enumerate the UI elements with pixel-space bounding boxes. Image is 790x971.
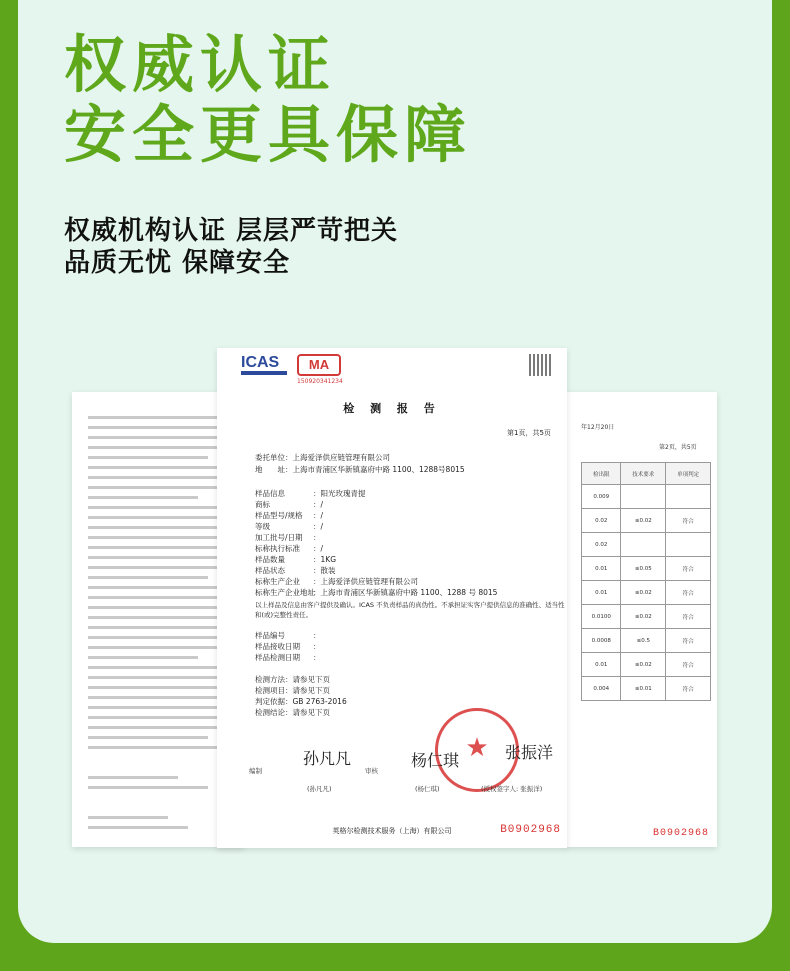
table-cell: ≤0.02 [621, 509, 666, 533]
field-label: 标称生产企业地址 [255, 588, 315, 597]
text-line [88, 516, 228, 519]
table-row [582, 629, 711, 653]
table-row [582, 533, 711, 557]
test-label: 检测方法： [255, 675, 293, 684]
text-line [88, 466, 238, 469]
reviewed-by-label: 审核 [365, 767, 378, 775]
table-cell: 0.0100 [582, 605, 621, 629]
icas-logo-underline [241, 371, 287, 375]
headline-line-2: 安全更具保障 [64, 98, 473, 171]
right-doc-page: 第2页，共5页 [659, 444, 697, 451]
field-value: ：/ [313, 511, 324, 520]
official-seal-stamp: ★ [435, 708, 519, 792]
table-cell: 符合 [666, 653, 711, 677]
text-line [88, 616, 218, 619]
date-label: 样品接收日期 [255, 642, 300, 651]
text-line [88, 476, 228, 479]
address-label: 地 址： [255, 465, 293, 474]
table-cell: 0.01 [582, 557, 621, 581]
table-cell [621, 485, 666, 509]
subheadline-line-2: 品质无忧 保障安全 [64, 248, 291, 278]
table-row [582, 605, 711, 629]
text-line [88, 506, 238, 509]
text-line [88, 646, 238, 649]
field-value: ：上海市青浦区华新镇嘉府中路 1100、1288 号 8015 [313, 588, 498, 597]
field-row [255, 554, 336, 565]
table-cell: 0.02 [582, 533, 621, 557]
field-row [255, 510, 323, 521]
page-info: 第1页，共5页 [507, 429, 551, 437]
table-cell: 符合 [666, 557, 711, 581]
field-label: 标称执行标准 [255, 544, 300, 553]
field-row [255, 587, 497, 598]
test-value: 请参见下页 [292, 686, 330, 695]
test-row [255, 685, 330, 696]
text-line [88, 436, 218, 439]
text-line [88, 746, 238, 749]
text-line [88, 526, 238, 529]
test-row [255, 696, 347, 707]
table-cell: 符合 [666, 581, 711, 605]
test-value: 请参见下页 [292, 708, 330, 717]
text-line [88, 666, 238, 669]
text-line [88, 636, 228, 639]
text-line [88, 716, 228, 719]
table-row [582, 581, 711, 605]
text-line [88, 566, 238, 569]
disclaimer: 以上样品及信息由客户提供及确认。ICAS 不负责样品的真伪性。不承担证实客户提供信息的准确性、适当性 [255, 601, 565, 609]
text-line [88, 556, 228, 559]
text-line [88, 596, 228, 599]
table-cell [621, 533, 666, 557]
date-row [255, 630, 321, 641]
text-line [88, 606, 238, 609]
field-label: 样品型号/规格 [255, 511, 303, 520]
date-label: 样品编号 [255, 631, 285, 640]
text-line [88, 456, 208, 459]
ma-logo: MA [297, 354, 341, 376]
date-value: ： [313, 642, 321, 651]
report-title: 检 测 报 告 [343, 402, 441, 415]
field-row [255, 565, 336, 576]
text-line [88, 576, 208, 579]
table-cell: 0.0008 [582, 629, 621, 653]
table-row [582, 509, 711, 533]
field-row [255, 499, 323, 510]
text-line [88, 706, 238, 709]
results-table-header [582, 463, 711, 485]
field-label: 标称生产企业 [255, 577, 300, 586]
field-label: 加工批号/日期 [255, 533, 303, 542]
field-label: 样品信息 [255, 489, 285, 498]
client-label: 委托单位： [255, 453, 293, 462]
date-row [255, 641, 321, 652]
address-value: 上海市青浦区华新镇嘉府中路 1100、1288号8015 [292, 465, 465, 474]
test-value: 请参见下页 [292, 675, 330, 684]
results-col-header: 检出限 [582, 463, 621, 485]
background-card [18, 0, 772, 943]
table-cell: 0.004 [582, 677, 621, 701]
client-row [255, 452, 390, 463]
approver-name: (授权签字人: 张振洋) [481, 785, 543, 793]
table-row [582, 653, 711, 677]
test-row [255, 674, 330, 685]
right-doc-serial: B0902968 [652, 828, 709, 839]
disclaimer-cont: 和(或)完整性责任。 [255, 611, 313, 619]
table-cell: 0.009 [582, 485, 621, 509]
field-value: ：/ [313, 544, 324, 553]
table-cell: ≤0.01 [621, 677, 666, 701]
preparer-name: (孙凡凡) [307, 785, 332, 793]
test-value: GB 2763-2016 [292, 697, 347, 706]
table-cell: 0.01 [582, 653, 621, 677]
text-line [88, 426, 238, 429]
field-value: ：上海爱泽供应链管理有限公司 [313, 577, 418, 586]
table-cell: ≤0.05 [621, 557, 666, 581]
right-results-document [565, 392, 717, 847]
field-row [255, 532, 321, 543]
text-line [88, 536, 218, 539]
table-cell: 0.01 [582, 581, 621, 605]
text-line [88, 626, 238, 629]
table-cell: 符合 [666, 605, 711, 629]
test-label: 判定依据： [255, 697, 293, 706]
text-line [88, 826, 188, 829]
text-line [88, 776, 178, 779]
table-cell [666, 533, 711, 557]
table-cell: ≤0.02 [621, 653, 666, 677]
table-cell: ≤0.02 [621, 581, 666, 605]
subheadline-line-1: 权威机构认证 层层严苛把关 [64, 216, 399, 246]
field-row [255, 543, 323, 554]
text-line [88, 676, 228, 679]
headline-line-1: 权威认证 [64, 28, 337, 101]
table-cell: 0.02 [582, 509, 621, 533]
field-value: ：1KG [313, 555, 337, 564]
signature-reviewer: 杨仁琪 [411, 751, 460, 770]
results-col-header: 单项判定 [666, 463, 711, 485]
field-value: ：/ [313, 522, 324, 531]
table-cell [666, 485, 711, 509]
text-line [88, 486, 238, 489]
text-line [88, 816, 168, 819]
issuing-company: 英格尔检测技术服务（上海）有限公司 [332, 827, 452, 835]
test-label: 检测项目： [255, 686, 293, 695]
icas-logo: ICAS [241, 354, 280, 371]
text-line [88, 696, 218, 699]
results-table [581, 462, 711, 701]
field-value: ：阳光玫瑰青提 [313, 489, 366, 498]
address-row [255, 464, 465, 475]
field-label: 等级 [255, 522, 270, 531]
right-doc-date: 年12月20日 [581, 424, 615, 431]
text-line [88, 416, 228, 419]
text-line [88, 586, 238, 589]
prepared-by-label: 编制 [249, 767, 262, 775]
field-value: ：/ [313, 500, 324, 509]
table-cell: 符合 [666, 677, 711, 701]
qr-code-icon [529, 354, 551, 376]
text-line [88, 736, 208, 739]
date-row [255, 652, 321, 663]
table-cell: 符合 [666, 629, 711, 653]
text-line [88, 656, 198, 659]
text-line [88, 496, 198, 499]
ma-number: 150920341234 [297, 378, 343, 385]
table-cell: 符合 [666, 509, 711, 533]
field-label: 样品状态 [255, 566, 285, 575]
signature-preparer: 孙凡凡 [303, 749, 352, 768]
date-value: ： [313, 653, 321, 662]
table-row [582, 485, 711, 509]
text-line [88, 786, 208, 789]
signature-approver: 张振洋 [505, 743, 554, 762]
test-report-document [217, 348, 567, 848]
client-value: 上海爱泽供应链管理有限公司 [292, 453, 390, 462]
text-line [88, 686, 238, 689]
field-row [255, 488, 366, 499]
date-value: ： [313, 631, 321, 640]
text-line [88, 446, 238, 449]
reviewer-name: (杨仁琪) [415, 785, 440, 793]
text-line [88, 546, 238, 549]
table-row [582, 557, 711, 581]
test-row [255, 707, 330, 718]
report-serial-number: B0902968 [500, 824, 561, 836]
table-row [582, 677, 711, 701]
date-label: 样品检测日期 [255, 653, 300, 662]
table-cell: ≤0.5 [621, 629, 666, 653]
field-row [255, 576, 418, 587]
field-label: 商标 [255, 500, 270, 509]
results-col-header: 技术要求 [621, 463, 666, 485]
test-label: 检测结论： [255, 708, 293, 717]
field-row [255, 521, 323, 532]
field-value: ：散装 [313, 566, 336, 575]
field-value: ： [313, 533, 321, 542]
text-line [88, 726, 238, 729]
table-cell: ≤0.02 [621, 605, 666, 629]
field-label: 样品数量 [255, 555, 285, 564]
